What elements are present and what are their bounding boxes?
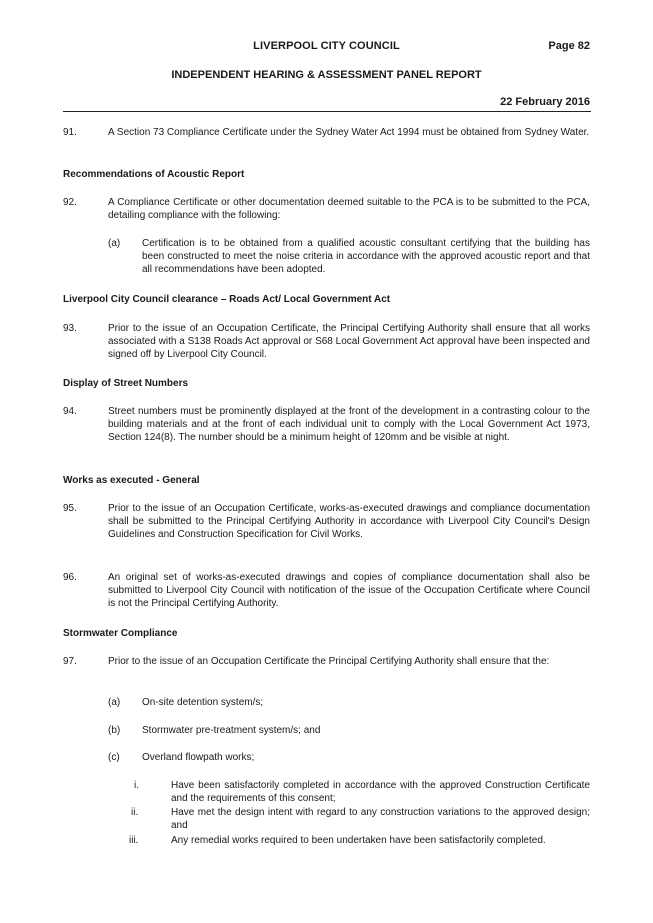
sub-item-label: (a) [108, 238, 121, 249]
sub-item-text: Certification is to be obtained from a qualified acoustic consultant certifying that the building has been constructed to meet the noise criteria in accordance with the approved acoustic report and that all recommendations have been adopted. [142, 238, 590, 275]
roman-item-label: i. [134, 780, 139, 791]
roman-item-text: Any remedial works required to been undertaken have been satisfactorily completed. [171, 835, 546, 846]
roman-item-text: Have met the design intent with regard to any construction variations to the approved design; and [171, 807, 590, 831]
council-name: LIVERPOOL CITY COUNCIL [253, 40, 400, 52]
condition-text: A Compliance Certificate or other documentation deemed suitable to the PCA is to be submitted to the PCA, detailing compliance with the following: [108, 197, 590, 221]
condition-text: Prior to the issue of an Occupation Certificate, the Principal Certifying Authority shall ensure that all works associated with a S138 Roads Act approval or S68 Local Government Act approval have been inspected and signed off by Liverpool City Council. [108, 323, 590, 360]
condition-text: A Section 73 Compliance Certificate under the Sydney Water Act 1994 must be obtained from Sydney Water. [108, 127, 590, 138]
report-title: INDEPENDENT HEARING & ASSESSMENT PANEL REPORT [171, 69, 482, 81]
report-date: 22 February 2016 [500, 96, 590, 108]
roman-item-text: Have been satisfactorily completed in accordance with the approved Construction Certificate and the requirements of this consent; [171, 780, 590, 804]
roman-item-label: ii. [131, 807, 139, 818]
condition-number: 96. [63, 572, 77, 583]
condition-number: 93. [63, 323, 77, 334]
section-heading: Recommendations of Acoustic Report [63, 169, 245, 180]
condition-number: 97. [63, 656, 77, 667]
condition-number: 94. [63, 406, 77, 417]
section-heading: Liverpool City Council clearance – Roads Act/ Local Government Act [63, 294, 391, 305]
condition-text: Street numbers must be prominently displayed at the front of the development in a contrasting colour to the building materials and at the front of each individual unit to comply with the Local Government Act 1973, Section 124(8). The number should be a minimum height of 120mm and be visible at night. [108, 406, 590, 443]
sub-item-text: On-site detention system/s; [142, 697, 264, 708]
sub-item-label: (b) [108, 725, 121, 736]
section-heading: Works as executed - General [63, 475, 200, 486]
condition-number: 95. [63, 503, 77, 514]
section-heading: Stormwater Compliance [63, 628, 178, 639]
condition-text: An original set of works-as-executed drawings and copies of compliance documentation shall also be submitted to Liverpool City Council with notification of the issue of the Occupation Certificate where Council is not the Principal Certifying Authority. [108, 572, 590, 609]
condition-number: 92. [63, 197, 77, 208]
condition-number: 91. [63, 127, 77, 138]
condition-text: Prior to the issue of an Occupation Certificate the Principal Certifying Authority shall ensure that the: [108, 656, 550, 667]
sub-item-text: Overland flowpath works; [142, 752, 255, 763]
condition-text: Prior to the issue of an Occupation Certificate, works-as-executed drawings and compliance documentation shall be submitted to the Principal Certifying Authority in accordance with Liverpool City Council's Design Guidelines and Construction Specification for Civil Works. [108, 503, 590, 540]
sub-item-label: (c) [108, 752, 120, 763]
header-rule [63, 111, 591, 112]
sub-item-label: (a) [108, 697, 121, 708]
roman-item-label: iii. [129, 835, 139, 846]
section-heading: Display of Street Numbers [63, 378, 189, 389]
page-number: Page 82 [548, 40, 590, 52]
sub-item-text: Stormwater pre-treatment system/s; and [142, 725, 321, 736]
